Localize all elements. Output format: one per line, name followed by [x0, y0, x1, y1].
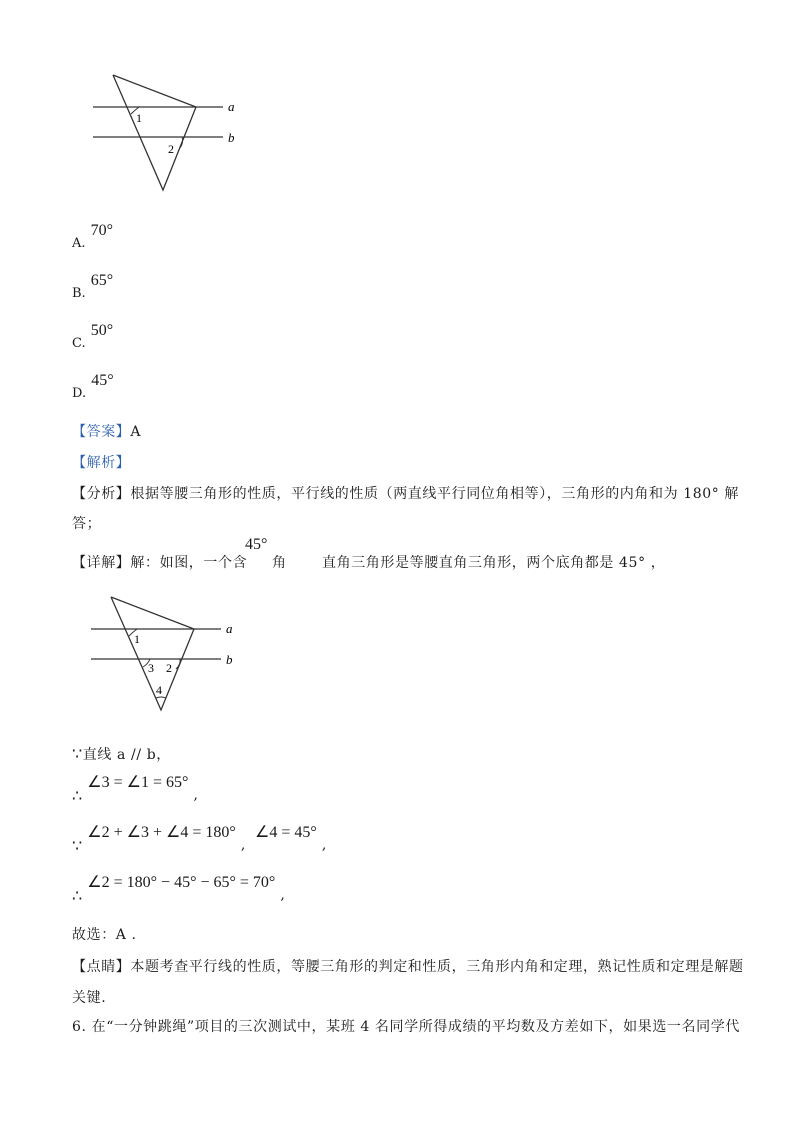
option-c-value: 50°	[90, 322, 114, 339]
step-2-tail: ,	[193, 787, 199, 803]
fenxi-tag: 【分析】	[72, 486, 131, 502]
xiangjie-deg: 45°	[245, 536, 268, 553]
step-1	[72, 744, 171, 764]
triangle	[113, 75, 196, 190]
step-3-math: ∠2 + ∠3 + ∠4 = 180°	[87, 824, 236, 841]
option-a	[72, 220, 114, 251]
option-d-letter: D.	[72, 386, 87, 401]
label-angle-2: 2	[166, 661, 172, 675]
option-b	[72, 270, 114, 301]
label-a: a	[226, 621, 233, 636]
label-a: a	[228, 99, 235, 114]
answer-tag: 【答案】	[72, 424, 131, 440]
fenxi-line-1	[72, 483, 739, 503]
label-b: b	[228, 130, 235, 145]
figure-parallel-lines-triangle	[88, 70, 248, 199]
dianjing-text-1: 本题考查平行线的性质，等腰三角形的判定和性质，三角形内角和定理，熟记性质和定理是解题	[130, 959, 744, 975]
option-a-value: 70°	[90, 222, 114, 239]
step-2-math: ∠3 = ∠1 = 65°	[87, 774, 189, 791]
angle-4-arc	[156, 697, 166, 698]
step-3-tail: ,	[240, 837, 246, 853]
step-3	[72, 822, 327, 855]
therefore-symbol: ∴	[72, 786, 83, 805]
option-d	[72, 370, 114, 401]
option-b-letter: B.	[72, 286, 86, 301]
step-1-text: 直线 a // b，	[82, 747, 171, 763]
step-4-tail: ,	[280, 887, 286, 903]
option-d-value: 45°	[91, 372, 114, 389]
step-2	[72, 772, 199, 805]
choose-line: 故选：A .	[72, 927, 137, 943]
label-angle-1: 1	[136, 111, 142, 125]
step-4-math: ∠2 = 180° − 45° − 65° = 70°	[87, 874, 276, 891]
label-b: b	[226, 652, 233, 667]
option-c-letter: C.	[72, 336, 86, 351]
xiangjie-tag-line	[72, 552, 247, 572]
option-a-letter: A.	[72, 236, 86, 251]
label-angle-2: 2	[168, 142, 174, 156]
option-c	[72, 320, 114, 351]
fenxi-line-2: 答；	[72, 516, 102, 532]
xiangjie-text-c: 直角三角形是等腰直角三角形，两个底角都是 45° ，	[322, 555, 666, 571]
xiangjie-text-a: 解：如图，一个含	[130, 555, 248, 571]
label-angle-4: 4	[156, 683, 162, 697]
label-angle-1: 1	[134, 632, 140, 646]
step-3-math-2: ∠4 = 45°	[255, 824, 317, 841]
because-symbol: ∵	[72, 744, 83, 763]
question-6: 6. 在“一分钟跳绳”项目的三次测试中，某班 4 名同学所得成绩的平均数及方差如下，如果选一名同学代	[72, 1019, 740, 1035]
figure-2-svg	[86, 592, 246, 717]
because-symbol: ∵	[72, 836, 83, 855]
step-3-tail-2: ,	[321, 837, 327, 853]
answer-value: A	[130, 424, 142, 440]
step-4	[72, 872, 286, 905]
therefore-symbol: ∴	[72, 886, 83, 905]
figure-1-svg	[88, 70, 248, 195]
analysis-tag: 【解析】	[72, 455, 131, 471]
dianjing-tag: 【点睛】	[72, 959, 131, 975]
answer-line	[72, 421, 141, 441]
figure-parallel-lines-triangle-annotated	[86, 592, 246, 721]
label-angle-3: 3	[148, 661, 154, 675]
option-b-value: 65°	[90, 272, 114, 289]
dianjing-line-2: 关键.	[72, 990, 107, 1006]
triangle	[111, 597, 194, 710]
xiangjie-text-b: 角	[272, 555, 287, 571]
dianjing-line-1	[72, 956, 744, 976]
fenxi-text-1: 根据等腰三角形的性质，平行线的性质（两直线平行同位角相等），三角形的内角和为 180° 解	[130, 486, 740, 502]
xiangjie-tag: 【详解】	[72, 555, 131, 571]
